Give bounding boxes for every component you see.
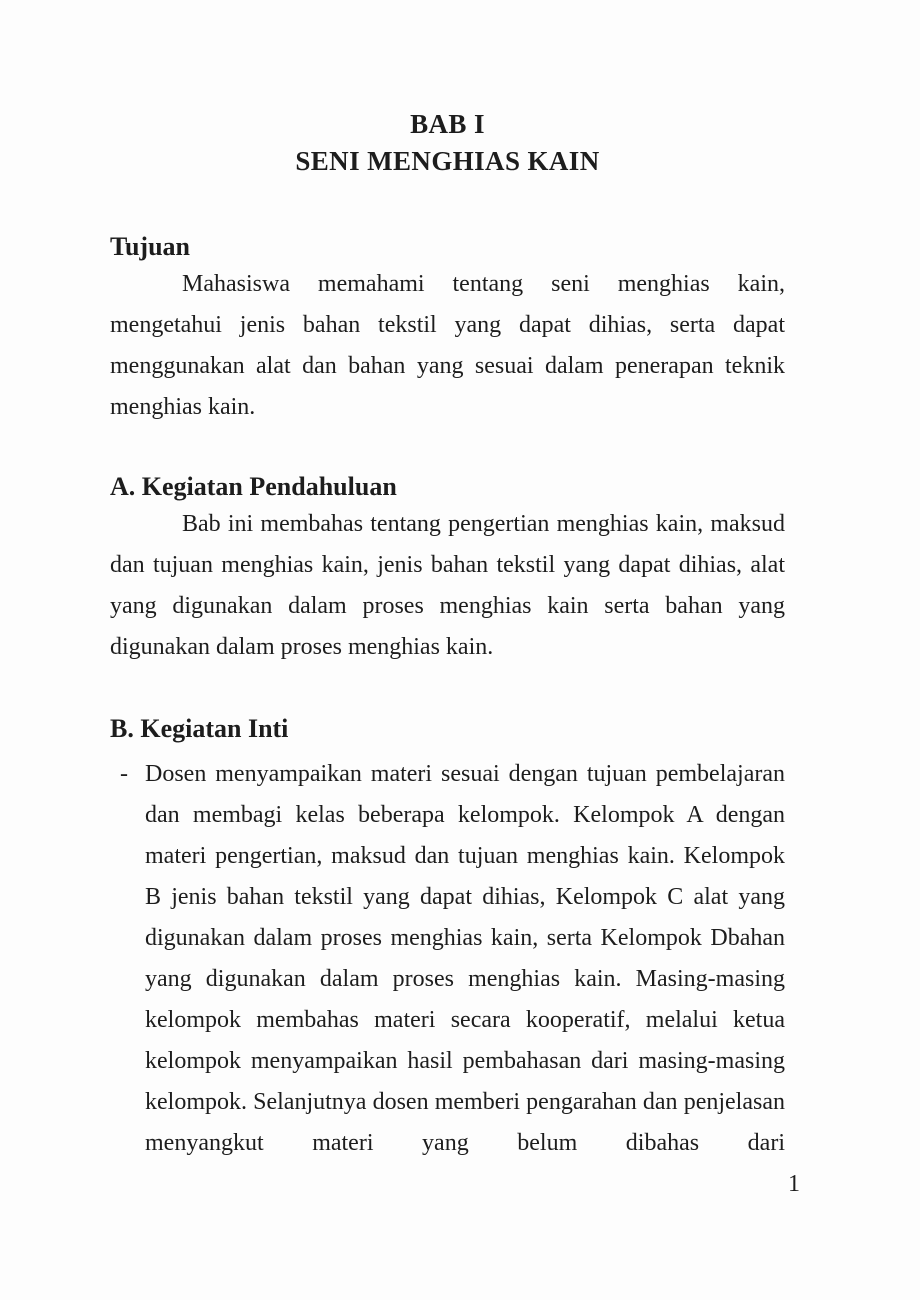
list-item-text: Dosen menyampaikan materi sesuai dengan tujuan pembelajaran dan membagi kelas beberapa kelompok. Kelompok A dengan materi pengertian, maksud dan tujuan menghias kain. Kelompok B jenis bahan tekstil yang dapat dihias, Kelompok C alat yang digunakan dalam proses menghias kain, serta Kelompok Dbahan yang digunakan dalam proses menghias kain. Masing-masing kelompok membahas materi secara kooperatif, melalui ketua kelompok menyampaikan hasil pembahasan dari masing-masing kelompok. Selanjutnya dosen memberi pengarahan dan penjelasan menyangkut materi yang belum dibahas dari xyxy=(145,761,785,1156)
heading-kegiatan-pendahuluan: A. Kegiatan Pendahuluan xyxy=(110,472,397,501)
list-item xyxy=(110,754,785,1164)
chapter-title xyxy=(110,0,785,180)
dash-bullet: - xyxy=(120,761,128,787)
heading-kegiatan-inti: B. Kegiatan Inti xyxy=(110,714,289,743)
text-block xyxy=(110,0,785,1164)
section-kegiatan-pendahuluan xyxy=(110,470,785,668)
bullet-list xyxy=(110,754,785,1164)
section-kegiatan-inti xyxy=(110,712,785,1164)
paragraph-kegiatan-pendahuluan: Bab ini membahas tentang pengertian menghias kain, maksud dan tujuan menghias kain, jenis bahan tekstil yang dapat dihias, alat yang digunakan dalam proses menghias kain serta bahan yang digunakan dalam proses menghias kain. xyxy=(110,511,785,660)
chapter-name: SENI MENGHIAS KAIN xyxy=(295,146,600,176)
section-tujuan xyxy=(110,230,785,428)
paragraph-tujuan: Mahasiswa memahami tentang seni menghias kain, mengetahui jenis bahan tekstil yang dapat dihias, serta dapat menggunakan alat dan bahan yang sesuai dalam penerapan teknik menghias kain. xyxy=(110,271,785,420)
heading-tujuan: Tujuan xyxy=(110,232,190,261)
chapter-number: BAB I xyxy=(410,109,485,139)
page-number: 1 xyxy=(788,1171,800,1197)
